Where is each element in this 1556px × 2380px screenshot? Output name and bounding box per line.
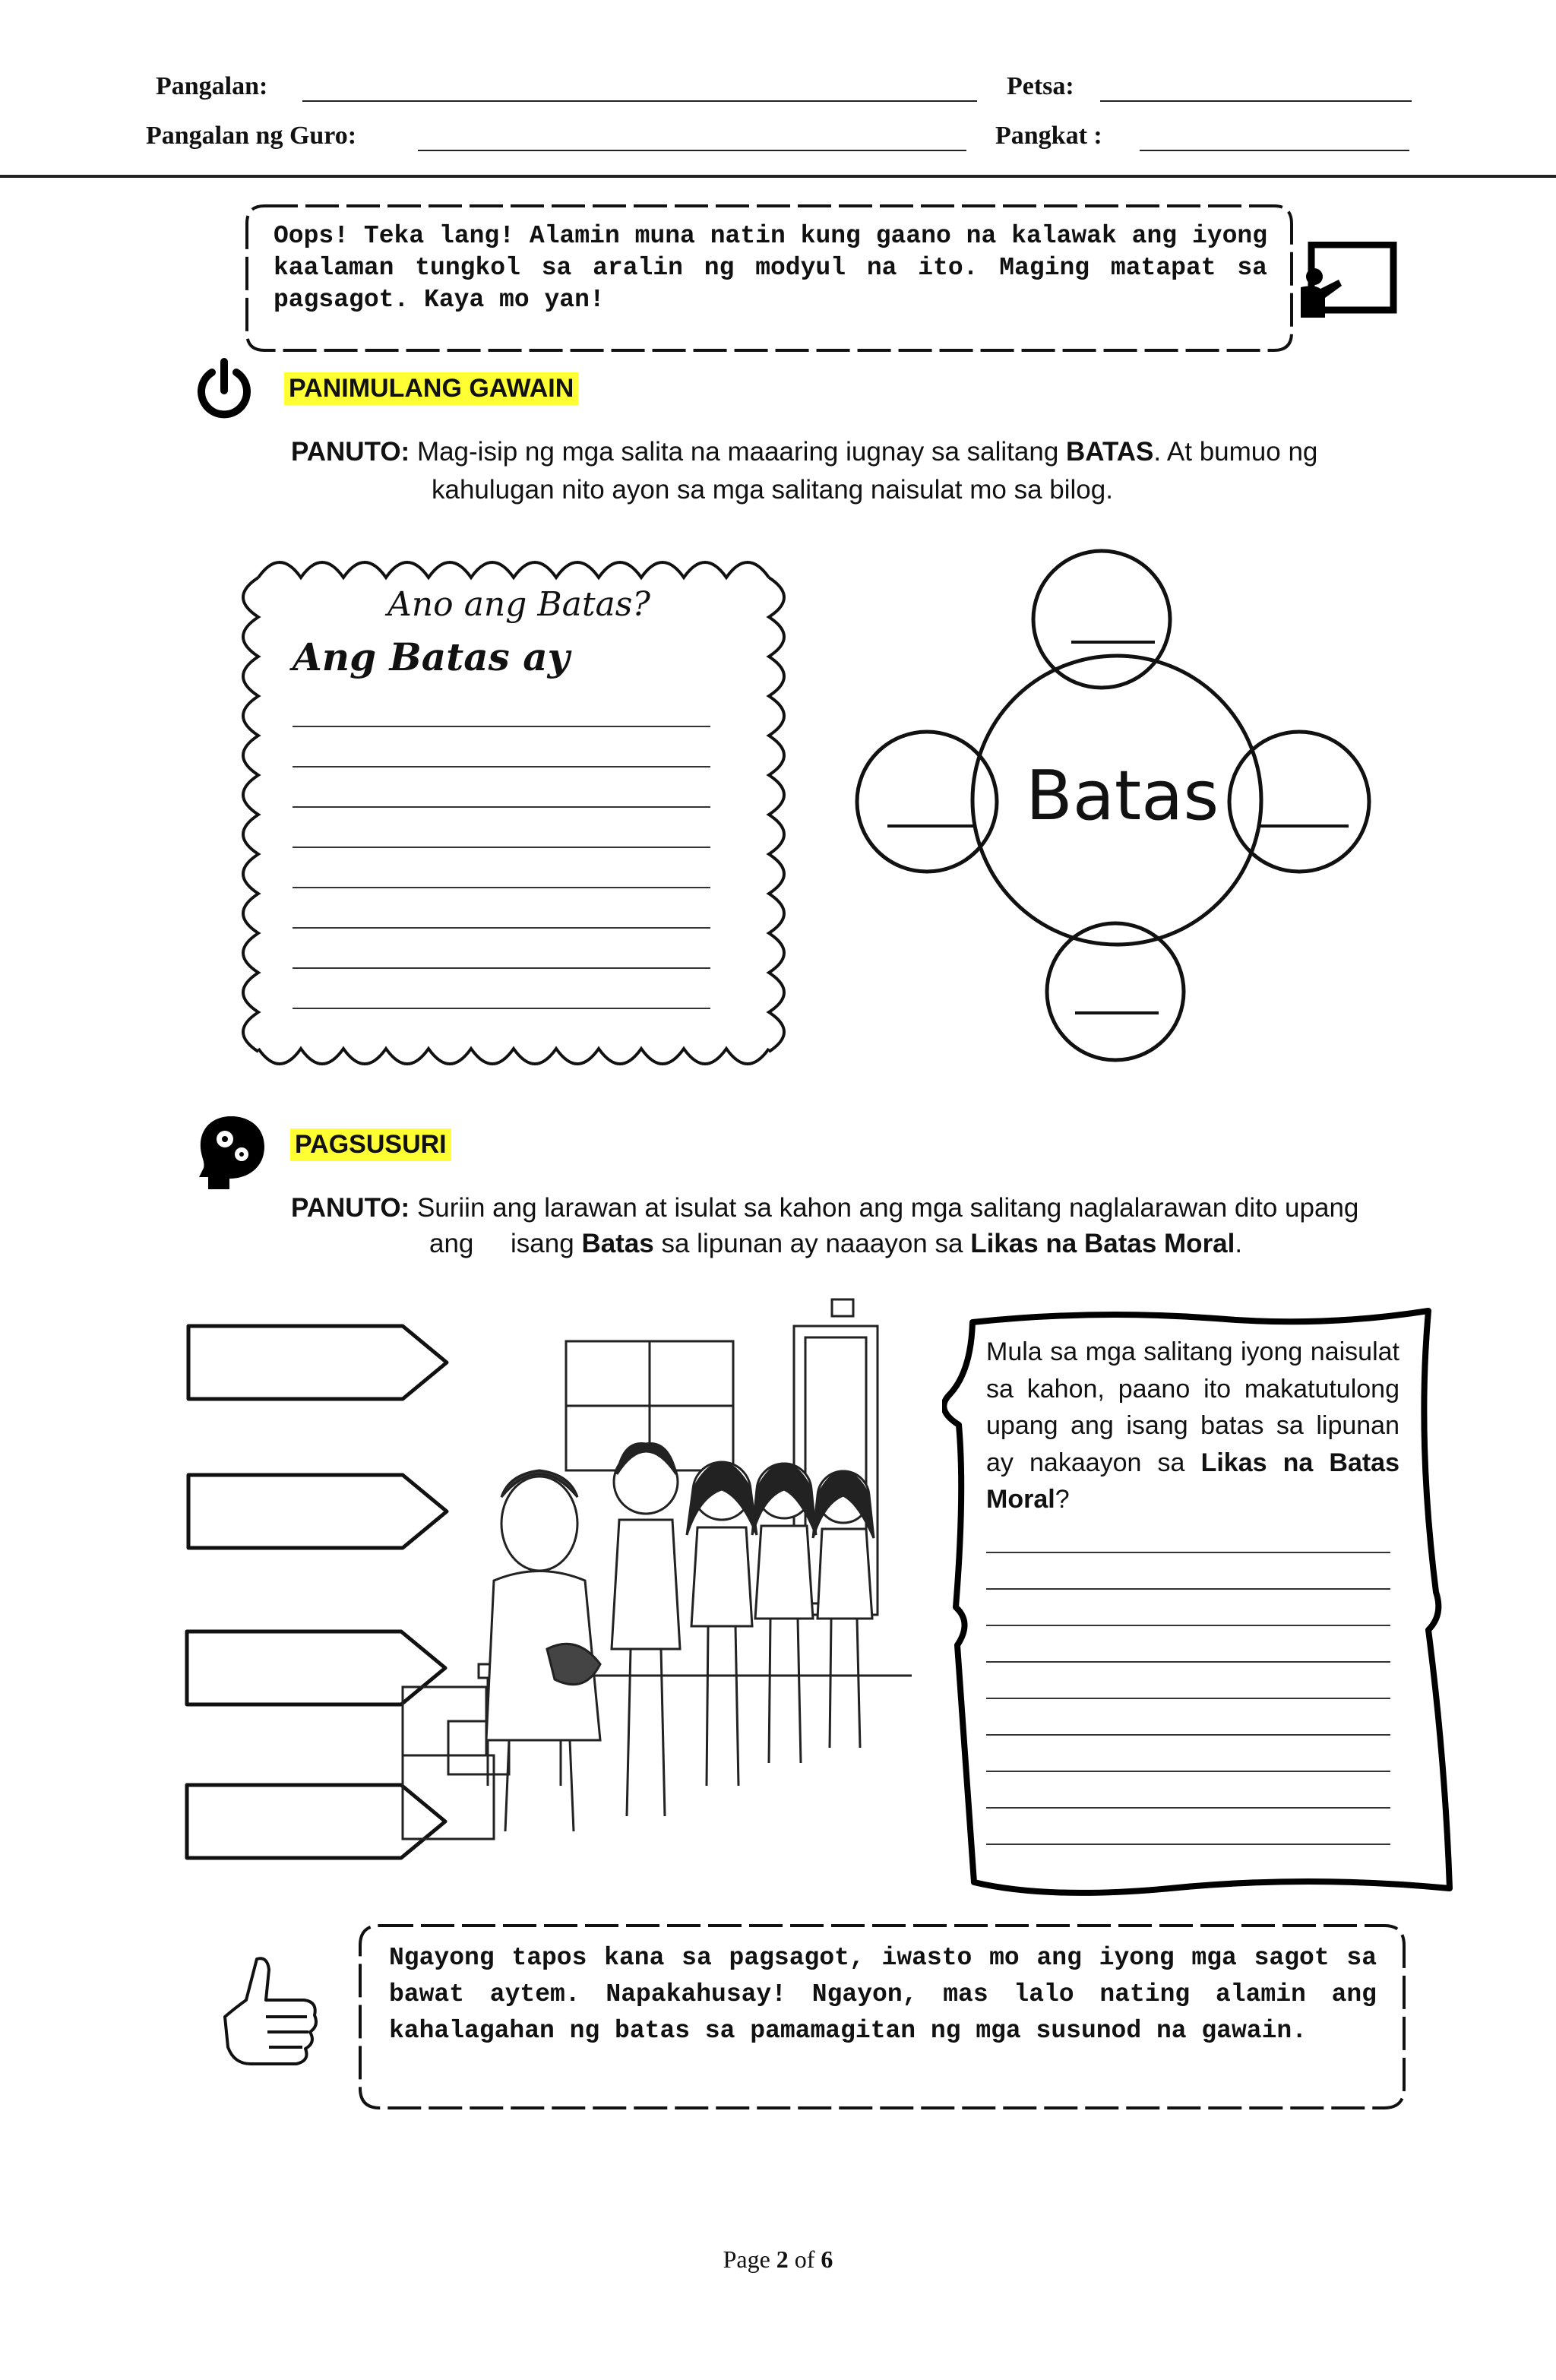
thumbs-up-icon bbox=[213, 1953, 327, 2075]
date-label: Petsa: bbox=[1007, 72, 1074, 100]
section-label: Pangkat : bbox=[995, 122, 1102, 150]
page-number: 2 bbox=[776, 2245, 789, 2273]
question-body: Mula sa mga salitang iyong naisulat sa kahon, paano ito makatutulong upang ang isang batas sa lipunan ay nakaayon sa bbox=[986, 1337, 1399, 1477]
panuto2-line1: Suriin ang larawan at isulat sa kahon ang mga salitang naglalarawan dito upang bbox=[416, 1193, 1359, 1223]
cloud-write-line[interactable] bbox=[293, 887, 710, 888]
head-gears-icon bbox=[196, 1113, 269, 1194]
panuto-label: PANUTO: bbox=[291, 437, 410, 467]
page-total: 6 bbox=[821, 2245, 833, 2273]
panuto2-line2-a: ang bbox=[429, 1229, 474, 1258]
of-word: of bbox=[794, 2245, 815, 2273]
question-end: ? bbox=[1055, 1485, 1070, 1514]
web-circle-top bbox=[1033, 551, 1170, 688]
queue-illustration bbox=[395, 1292, 919, 1854]
panimula-panuto-line2: kahulugan nito ayon sa mga salitang naisulat mo sa bilog. bbox=[432, 475, 1113, 505]
name-line[interactable] bbox=[302, 100, 977, 102]
intro-text: Oops! Teka lang! Alamin muna natin kung gaano na kalawak ang iyong kaalaman tungkol sa aralin ng modyul na ito. Maging matapat sa pagsagot. Kaya mo yan! bbox=[274, 222, 1267, 314]
pagsusuri-panuto-line2 bbox=[429, 1225, 1493, 1263]
panuto2-line2-d: . bbox=[1235, 1229, 1243, 1258]
cloud-write-line[interactable] bbox=[293, 1008, 710, 1009]
power-icon bbox=[191, 357, 257, 423]
header-divider bbox=[0, 175, 1556, 178]
question-write-line[interactable] bbox=[986, 1734, 1390, 1736]
question-write-line[interactable] bbox=[986, 1844, 1390, 1845]
page-word: Page bbox=[723, 2245, 770, 2273]
cloud-write-line[interactable] bbox=[293, 927, 710, 929]
section-line[interactable] bbox=[1140, 150, 1409, 151]
cloud-write-line[interactable] bbox=[293, 847, 710, 848]
cloud-question: Ano ang Batas? bbox=[387, 585, 650, 624]
closing-text: Ngayong tapos kana sa pagsagot, iwasto mo ang iyong mga sagot sa bawat aytem. Napakahusay! Ngayon, mas lalo nating alamin ang kahalagahan ng batas sa pamamagitan ng mga susunod na gawain. bbox=[389, 1944, 1377, 2045]
question-write-line[interactable] bbox=[986, 1661, 1390, 1663]
panimula-title: PANIMULANG GAWAIN bbox=[284, 372, 578, 405]
cloud-write-line[interactable] bbox=[293, 766, 710, 767]
cloud-write-line[interactable] bbox=[293, 967, 710, 969]
panuto-line1-post: . At bumuo ng bbox=[1153, 437, 1318, 467]
question-write-line[interactable] bbox=[986, 1625, 1390, 1626]
pagsusuri-title: PAGSUSURI bbox=[290, 1128, 451, 1161]
cloud-write-line[interactable] bbox=[293, 726, 710, 727]
cloud-box-border bbox=[228, 547, 790, 1079]
teacher-line[interactable] bbox=[418, 150, 966, 151]
question-write-line[interactable] bbox=[986, 1698, 1390, 1699]
panuto2-line2-b: isang bbox=[511, 1229, 582, 1258]
date-line[interactable] bbox=[1100, 100, 1412, 102]
panuto-line1-pre: Mag-isip ng mga salita na maaaring iugnay sa salitang bbox=[416, 437, 1067, 467]
page-footer bbox=[0, 2245, 1556, 2274]
panuto2-bold-lbm: Likas na Batas Moral bbox=[970, 1229, 1235, 1258]
panuto-label-2: PANUTO: bbox=[291, 1193, 410, 1223]
question-bold: Likas na Batas Moral bbox=[986, 1448, 1399, 1514]
cloud-prompt: Ang Batas ay bbox=[293, 635, 570, 679]
question-write-line[interactable] bbox=[986, 1807, 1390, 1809]
pagsusuri-panuto bbox=[291, 1189, 1491, 1227]
panuto2-bold-batas: Batas bbox=[581, 1229, 654, 1258]
question-text bbox=[986, 1334, 1399, 1518]
teacher-board-icon bbox=[1292, 242, 1398, 321]
web-circle-left bbox=[857, 732, 997, 872]
question-write-line[interactable] bbox=[986, 1588, 1390, 1590]
teacher-label: Pangalan ng Guro: bbox=[146, 122, 357, 150]
name-label: Pangalan: bbox=[156, 72, 268, 100]
question-write-line[interactable] bbox=[986, 1552, 1390, 1553]
question-write-line[interactable] bbox=[986, 1771, 1390, 1772]
panuto-line1-bold: BATAS bbox=[1066, 437, 1154, 467]
panimula-panuto bbox=[291, 433, 1431, 471]
web-center-label: Batas bbox=[1026, 756, 1219, 836]
cloud-write-line[interactable] bbox=[293, 806, 710, 808]
panuto2-line2-c: sa lipunan ay naaayon sa bbox=[653, 1229, 971, 1258]
